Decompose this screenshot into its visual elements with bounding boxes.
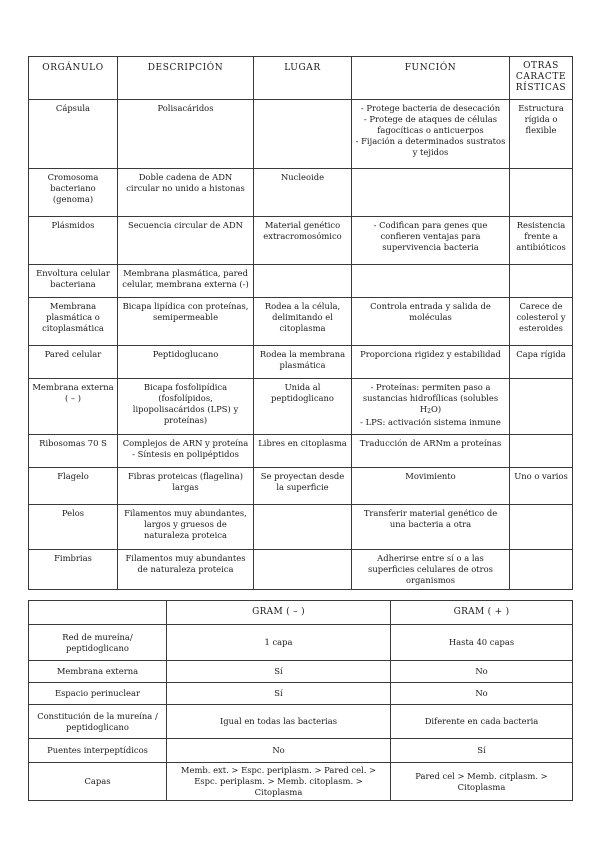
table-row — [29, 505, 573, 550]
cell-lugar: Unida al peptidoglicano — [254, 379, 352, 435]
cell-otras — [510, 550, 573, 590]
cell-organulo: Pared celular — [29, 346, 118, 379]
cell-gram-positive: No — [391, 661, 573, 683]
table-row — [29, 468, 573, 505]
cell-organulo: Ribosomas 70 S — [29, 435, 118, 468]
cell-gram-negative: Sí — [167, 683, 391, 705]
cell-otras: Resistencia frente a antibióticos — [510, 217, 573, 265]
cell-funcion: Proporciona rigidez y estabilidad — [352, 346, 510, 379]
cell-descripcion: Complejos de ARN y proteína - Síntesis en polipéptidos — [118, 435, 254, 468]
table-row — [29, 298, 573, 346]
cell-descripcion: Fibras proteicas (flagelina) largas — [118, 468, 254, 505]
cell-lugar: Material genético extracromosómico — [254, 217, 352, 265]
cell-organulo: Fimbrias — [29, 550, 118, 590]
cell-funcion: Adherirse entre sí o a las superficies celulares de otros organismos — [352, 550, 510, 590]
table-row — [29, 550, 573, 590]
cell-gram-positive: Sí — [391, 739, 573, 763]
header-lugar: LUGAR — [254, 57, 352, 100]
cell-otras — [510, 505, 573, 550]
cell-organulo: Membrana externa ( – ) — [29, 379, 118, 435]
cell-funcion: - Protege bacteria de desecación - Protege de ataques de células fagocíticas o anticuerpos - Fijación a determinados sustratos y tejidos — [352, 100, 510, 169]
cell-lugar — [254, 505, 352, 550]
table-row — [29, 169, 573, 217]
cell-lugar: Se proyectan desde la superficie — [254, 468, 352, 505]
cell-lugar: Nucleoide — [254, 169, 352, 217]
row-label: Red de mureína/ peptidoglicano — [29, 625, 167, 661]
table-row — [29, 739, 573, 763]
table-header-row — [29, 57, 573, 100]
row-label: Puentes interpeptídicos — [29, 739, 167, 763]
cell-organulo: Cromosoma bacteriano (genoma) — [29, 169, 118, 217]
cell-organulo: Plásmidos — [29, 217, 118, 265]
header-gram-positive: GRAM ( + ) — [391, 601, 573, 625]
header-organulo: ORGÁNULO — [29, 57, 118, 100]
cell-funcion — [352, 169, 510, 217]
cell-descripcion: Filamentos muy abundantes, largos y gruesos de naturaleza proteica — [118, 505, 254, 550]
cell-organulo: Flagelo — [29, 468, 118, 505]
cell-organulo: Envoltura celular bacteriana — [29, 265, 118, 298]
table-header-row — [29, 601, 573, 625]
cell-gram-negative: Sí — [167, 661, 391, 683]
cell-descripcion: Doble cadena de ADN circular no unido a histonas — [118, 169, 254, 217]
table-row — [29, 265, 573, 298]
cell-otras: Estructura rígida o flexible — [510, 100, 573, 169]
cell-gram-positive: Hasta 40 capas — [391, 625, 573, 661]
row-label: Constitución de la mureína / peptidoglicano — [29, 705, 167, 739]
cell-funcion: Traducción de ARNm a proteínas — [352, 435, 510, 468]
organelle-table — [28, 56, 573, 590]
header-gram-negative: GRAM ( – ) — [167, 601, 391, 625]
cell-otras — [510, 435, 573, 468]
cell-organulo: Cápsula — [29, 100, 118, 169]
cell-descripcion: Secuencia circular de ADN — [118, 217, 254, 265]
cell-gram-negative: Memb. ext. > Espc. periplasm. > Pared cel. > Espc. periplasm. > Memb. citoplasm. > Citoplasma — [167, 763, 391, 801]
gram-comparison-table — [28, 600, 573, 801]
cell-lugar — [254, 265, 352, 298]
header-blank — [29, 601, 167, 625]
table-row — [29, 661, 573, 683]
cell-otras — [510, 169, 573, 217]
table-row — [29, 379, 573, 435]
cell-descripcion: Filamentos muy abundantes de naturaleza proteica — [118, 550, 254, 590]
table-row — [29, 683, 573, 705]
cell-otras: Capa rígida — [510, 346, 573, 379]
cell-gram-positive: Pared cel > Memb. citplasm. > Citoplasma — [391, 763, 573, 801]
cell-gram-positive: Diferente en cada bacteria — [391, 705, 573, 739]
cell-organulo: Membrana plasmática o citoplasmática — [29, 298, 118, 346]
row-label: Membrana externa — [29, 661, 167, 683]
table-row — [29, 435, 573, 468]
header-descripcion: DESCRIPCIÓN — [118, 57, 254, 100]
header-funcion: FUNCIÓN — [352, 57, 510, 100]
cell-funcion: - Codifican para genes que confieren ventajas para supervivencia bacteria — [352, 217, 510, 265]
cell-gram-positive: No — [391, 683, 573, 705]
cell-descripcion: Peptidoglucano — [118, 346, 254, 379]
cell-otras: Uno o varios — [510, 468, 573, 505]
cell-funcion: - Proteínas: permiten paso a sustancias hidrofílicas (solubles H2O) - LPS: activación sistema inmune — [352, 379, 510, 435]
table-row — [29, 763, 573, 801]
cell-funcion — [352, 265, 510, 298]
cell-gram-negative: 1 capa — [167, 625, 391, 661]
cell-descripcion: Bicapa lipídica con proteínas, semipermeable — [118, 298, 254, 346]
cell-lugar: Libres en citoplasma — [254, 435, 352, 468]
cell-descripcion: Polisacáridos — [118, 100, 254, 169]
cell-funcion: Transferir material genético de una bacteria a otra — [352, 505, 510, 550]
cell-otras — [510, 379, 573, 435]
table-row — [29, 625, 573, 661]
cell-lugar: Rodea la membrana plasmática — [254, 346, 352, 379]
table-row — [29, 705, 573, 739]
cell-otras — [510, 265, 573, 298]
header-otras: OTRAS CARACTE RÍSTICAS — [510, 57, 573, 100]
row-label: Espacio perinuclear — [29, 683, 167, 705]
cell-lugar — [254, 100, 352, 169]
cell-organulo: Pelos — [29, 505, 118, 550]
cell-funcion: Movimiento — [352, 468, 510, 505]
cell-otras: Carece de colesterol y esteroides — [510, 298, 573, 346]
cell-lugar — [254, 550, 352, 590]
row-label: Capas — [29, 763, 167, 801]
cell-descripcion: Membrana plasmática, pared celular, membrana externa (-) — [118, 265, 254, 298]
cell-funcion: Controla entrada y salida de moléculas — [352, 298, 510, 346]
table-row — [29, 100, 573, 169]
table-row — [29, 346, 573, 379]
table-row — [29, 217, 573, 265]
cell-gram-negative: No — [167, 739, 391, 763]
cell-gram-negative: Igual en todas las bacterias — [167, 705, 391, 739]
cell-descripcion: Bicapa fosfolipídica (fosfolípidos, lipopolisacáridos (LPS) y proteínas) — [118, 379, 254, 435]
cell-lugar: Rodea a la célula, delimitando el citoplasma — [254, 298, 352, 346]
